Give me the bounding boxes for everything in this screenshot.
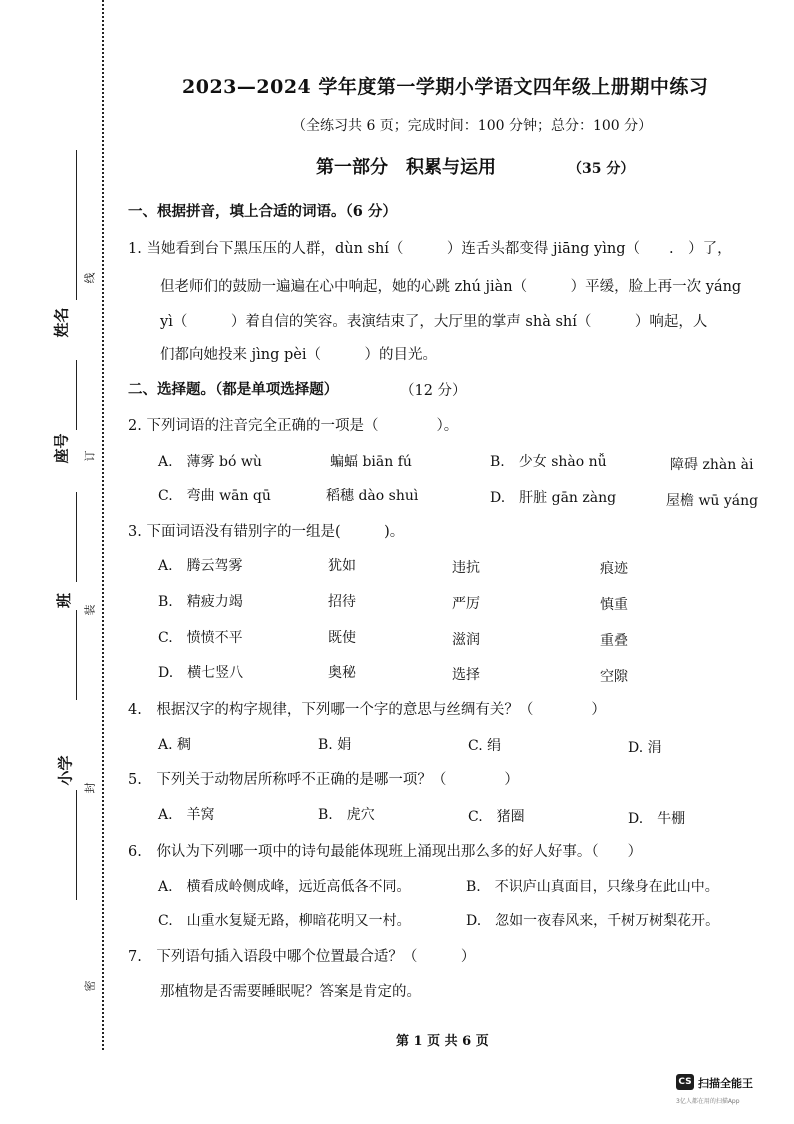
name-blank-line	[76, 150, 77, 300]
q4-stem: 4. 根据汉字的构字规律，下列哪一个字的意思与丝绸有关？（ ）	[128, 702, 606, 718]
q3-option-a4: 痕迹	[600, 561, 628, 577]
q2-option-a2: 蝙蝠 biān fú	[330, 454, 412, 470]
q5-option-b: B. 虎穴	[318, 807, 375, 823]
q1-line-4: 们都向她投来 jìng pèi（ ）的目光。	[160, 347, 437, 363]
q4-option-d: D. 涓	[628, 740, 662, 756]
section2-heading: 二、选择题。（都是单项选择题）	[128, 381, 339, 398]
q3-option-a: A. 腾云驾雾	[158, 558, 243, 574]
q3-option-b2: 招待	[328, 594, 356, 610]
q3-option-a3: 违抗	[452, 560, 480, 576]
q3-option-c4: 重叠	[600, 633, 628, 649]
camscanner-tagline: 3亿人都在用的扫描App	[676, 1098, 740, 1105]
class-blank-line	[76, 492, 77, 582]
q1-line-3: yì（ ）着自信的笑容。表演结束了，大厅里的掌声 shà shí（ ）响起，人	[160, 314, 708, 330]
q2-option-b2: 障碍 zhàn ài	[670, 457, 754, 473]
q4-option-b: B. 娟	[318, 737, 352, 753]
camscanner-name: 扫描全能王	[698, 1077, 753, 1090]
school-label: 小学	[56, 755, 75, 786]
page-number: 第 1 页 共 6 页	[396, 1034, 489, 1049]
q3-option-c3: 滋润	[452, 632, 480, 648]
q2-option-c: C. 弯曲 wān qū	[158, 488, 271, 504]
binding-dotted-line	[102, 0, 104, 1050]
q3-option-b4: 慎重	[600, 597, 628, 613]
q5-stem: 5. 下列关于动物居所称呼不正确的是哪一项？（ ）	[128, 772, 519, 788]
q2-option-d2: 屋檐 wū yáng	[666, 493, 759, 509]
q2-option-a: A. 薄雾 bó wù	[158, 454, 262, 470]
q2-option-d: D. 肝脏 gān zàng	[490, 490, 617, 506]
q3-option-d2: 奥秘	[328, 665, 356, 681]
q4-option-a: A. 稠	[158, 737, 192, 753]
seal-char-2: 订	[83, 450, 97, 462]
seal-char-4: 封	[83, 782, 97, 794]
q3-option-d3: 选择	[452, 667, 480, 683]
camscanner-logo-icon: CS	[676, 1074, 694, 1090]
exam-subtitle: （全练习共 6 页；完成时间：100 分钟；总分：100 分）	[292, 118, 653, 134]
q3-stem: 3. 下面词语没有错别字的一组是( )。	[128, 524, 405, 540]
q7-stem: 7. 下列语句插入语段中哪个位置最合适？（ ）	[128, 949, 476, 965]
q1-line-1: 1. 当她看到台下黑压压的人群，dùn shí（ ）连舌头都变得 jiāng yìng（ . ）了，	[128, 241, 732, 257]
seal-char-5: 密	[83, 980, 97, 992]
q7-passage: 那植物是否需要睡眠呢？答案是肯定的。	[160, 984, 421, 1000]
seal-char-1: 线	[83, 272, 97, 284]
q6-option-a: A. 横看成岭侧成峰，远近高低各不同。	[158, 879, 411, 895]
school-blank-line	[76, 790, 77, 900]
q6-option-b: B. 不识庐山真面目，只缘身在此山中。	[466, 879, 719, 895]
q3-option-b3: 严厉	[452, 596, 480, 612]
q1-line-2: 但老师们的鼓励一遍遍在心中响起，她的心跳 zhú jiàn（ ）平缓，脸上再一次 yáng	[160, 279, 742, 295]
q2-stem: 2. 下列词语的注音完全正确的一项是（ ）。	[128, 418, 459, 434]
seal-char-3: 装	[83, 604, 97, 616]
q5-option-d: D. 牛棚	[628, 811, 686, 827]
exam-title: 2023—2024 学年度第一学期小学语文四年级上册期中练习	[182, 76, 709, 98]
section2-score: （12 分）	[400, 383, 467, 399]
q6-stem: 6. 你认为下列哪一项中的诗句最能体现班上涌现出那么多的好人好事。（ ）	[128, 844, 643, 860]
q2-option-c2: 稻穗 dào shuì	[326, 488, 419, 504]
name-label: 姓名	[52, 307, 71, 338]
q3-option-d4: 空隙	[600, 669, 628, 685]
q3-option-a2: 犹如	[328, 558, 356, 574]
class-label: 班	[55, 592, 74, 609]
class-blank-line-lower	[76, 610, 77, 700]
q2-option-b: B. 少女 shào nǚ	[490, 454, 607, 470]
q5-option-a: A. 羊窝	[158, 807, 215, 823]
q3-option-c2: 既使	[328, 630, 356, 646]
seat-blank-line	[76, 360, 77, 430]
section1-heading: 一、根据拼音，填上合适的词语。（6 分）	[128, 203, 397, 220]
seat-label: 座号	[52, 433, 71, 464]
q3-option-c: C. 愤愤不平	[158, 630, 243, 646]
q4-option-c: C. 绢	[468, 738, 502, 754]
q5-option-c: C. 猪圈	[468, 809, 525, 825]
q3-option-d: D. 横七竖八	[158, 665, 244, 681]
q6-option-c: C. 山重水复疑无路，柳暗花明又一村。	[158, 913, 411, 929]
part-score: （35 分）	[568, 161, 635, 177]
part-title: 第一部分 积累与运用	[316, 157, 496, 178]
q3-option-b: B. 精疲力竭	[158, 594, 243, 610]
q6-option-d: D. 忽如一夜春风来，千树万树梨花开。	[466, 913, 720, 929]
